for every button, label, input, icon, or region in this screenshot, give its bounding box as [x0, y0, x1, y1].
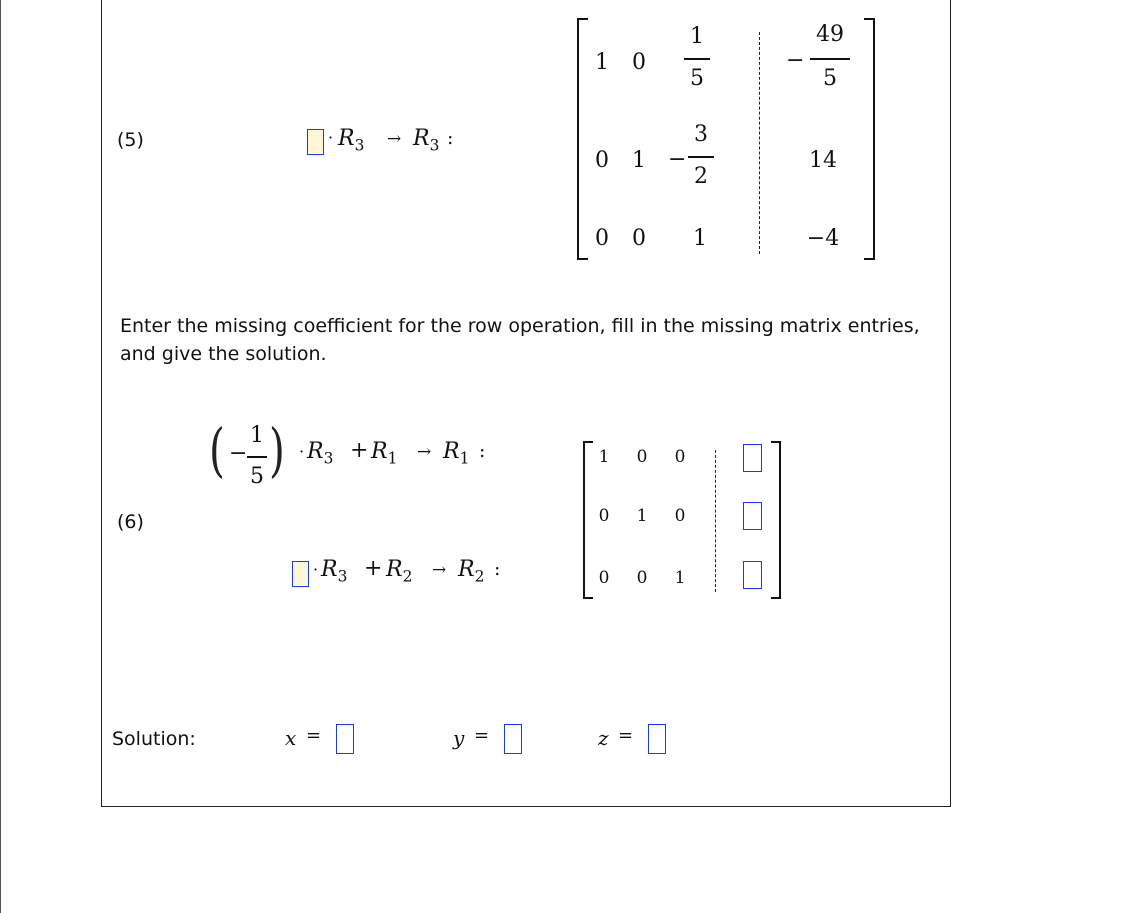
instructions-text: Enter the missing coefficient for the row operation, fill in the missing matrix entries, and give the solution.	[120, 315, 920, 365]
m5-r3-c2: 0	[632, 226, 646, 251]
m6-r3-aug-input[interactable]	[743, 561, 762, 589]
m6-r1-c3: 0	[674, 447, 686, 467]
solution-label: Solution:	[112, 728, 196, 750]
m5-r1-aug-den: 5	[823, 66, 837, 91]
step5-operation: · $R_3$ → $R_3$ :	[307, 124, 487, 156]
m6-r1-c2: 0	[636, 447, 648, 467]
m5-r1-aug-num: 49	[816, 22, 844, 47]
page-edge	[0, 0, 1, 913]
arrow-icon: →	[387, 129, 402, 149]
solution-y: y =	[453, 722, 533, 756]
m5-r2-c3-den: 2	[694, 164, 708, 189]
step6-coefficient-input[interactable]	[292, 561, 309, 587]
m5-r1-c3-num: 1	[690, 24, 704, 49]
solution-z: z =	[598, 722, 678, 756]
m5-r1-aug-sign: −	[786, 48, 805, 73]
step6-matrix	[579, 438, 789, 600]
step6-operation2: · $R_3$ + $R_2$ → $R_2$ :	[292, 555, 532, 595]
m6-r2-c1: 0	[598, 506, 610, 526]
step6-label: (6)	[117, 511, 144, 533]
arrow-icon: →	[417, 442, 432, 462]
m5-r3-c3: 1	[693, 226, 707, 251]
m6-r2-c2: 1	[636, 506, 648, 526]
z-answer-input[interactable]	[648, 724, 666, 754]
m5-r2-c3-sign: −	[668, 147, 687, 172]
m5-r2-c2: 1	[632, 148, 646, 173]
m5-r2-c1: 0	[595, 148, 609, 173]
left-bracket	[577, 18, 588, 260]
m6-r2-c3: 0	[674, 506, 686, 526]
step6-operation1: ( − 1 5 ) · $R_3$ + $R_1$ → $R_1$ :	[209, 416, 486, 489]
m6-r2-aug-input[interactable]	[743, 502, 762, 530]
m6-r3-c2: 0	[636, 568, 648, 588]
m5-r2-aug: 14	[809, 148, 837, 173]
solution-x: x =	[285, 722, 365, 756]
step5-label: (5)	[117, 129, 144, 151]
m5-r3-c1: 0	[595, 226, 609, 251]
m6-r1-aug-input[interactable]	[743, 444, 762, 472]
m6-r1-c1: 1	[598, 447, 610, 467]
m5-r2-c3-num: 3	[694, 122, 708, 147]
y-answer-input[interactable]	[504, 724, 522, 754]
arrow-icon: →	[432, 560, 447, 580]
problem-card	[101, 0, 951, 807]
m5-r3-aug: −4	[806, 226, 840, 251]
augment-separator	[715, 450, 716, 592]
step5-coefficient-input[interactable]	[307, 129, 324, 155]
right-bracket	[771, 441, 781, 599]
m6-r3-c3: 1	[674, 568, 686, 588]
left-bracket	[583, 441, 593, 599]
m5-r1-c1: 1	[595, 50, 609, 75]
x-answer-input[interactable]	[336, 724, 354, 754]
augment-separator	[759, 32, 760, 254]
m5-r1-c3-den: 5	[690, 66, 704, 91]
m6-r3-c1: 0	[598, 568, 610, 588]
m5-r1-c2: 0	[632, 50, 646, 75]
step5-matrix	[572, 14, 882, 262]
right-bracket	[864, 18, 875, 260]
